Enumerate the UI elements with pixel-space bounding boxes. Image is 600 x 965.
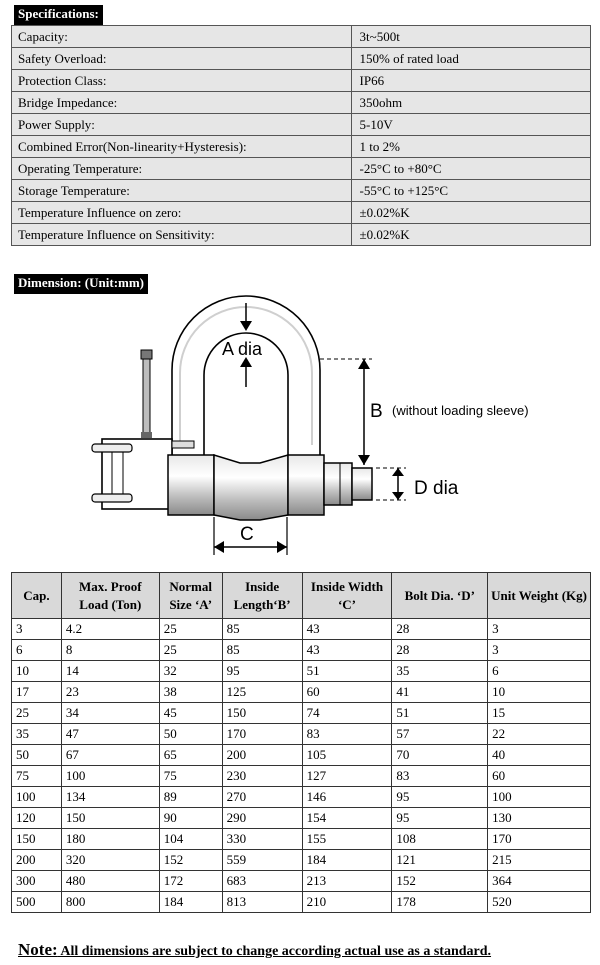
dimension-cell: 32 (159, 661, 222, 682)
dimension-cell: 23 (61, 682, 159, 703)
dimension-row (12, 640, 591, 661)
dimension-cell: 10 (488, 682, 591, 703)
dimension-heading: Dimension: (Unit:mm) (14, 274, 148, 294)
dimension-row (12, 808, 591, 829)
dimension-cell: 104 (159, 829, 222, 850)
dimension-cell: 108 (392, 829, 488, 850)
spec-label: Protection Class: (12, 70, 352, 92)
dimension-row (12, 892, 591, 913)
dimension-row (12, 661, 591, 682)
dimension-cell: 172 (159, 871, 222, 892)
dimension-cell: 100 (488, 787, 591, 808)
dimension-cell: 320 (61, 850, 159, 871)
dimension-cell: 3 (488, 640, 591, 661)
dimension-header-cell: Unit Weight (Kg) (488, 573, 591, 619)
dimension-cell: 50 (12, 745, 62, 766)
spec-value: 150% of rated load (351, 48, 590, 70)
note-label: Note: (18, 940, 58, 959)
dimension-d (376, 468, 459, 500)
note (18, 940, 491, 960)
dimension-cell: 74 (302, 703, 392, 724)
dimension-cell: 520 (488, 892, 591, 913)
dimension-cell: 150 (222, 703, 302, 724)
dimension-row (12, 787, 591, 808)
spec-value: 1 to 2% (351, 136, 590, 158)
dimension-cell: 120 (12, 808, 62, 829)
dimension-cell: 213 (302, 871, 392, 892)
dimension-cell: 40 (488, 745, 591, 766)
dimension-cell: 150 (61, 808, 159, 829)
dimension-cell: 83 (392, 766, 488, 787)
dimension-cell: 152 (159, 850, 222, 871)
dimension-cell: 170 (488, 829, 591, 850)
dimension-cell: 47 (61, 724, 159, 745)
dimension-cell: 121 (392, 850, 488, 871)
dimension-cell: 127 (302, 766, 392, 787)
note-text: All dimensions are subject to change according actual use as a standard. (57, 944, 492, 959)
dimension-cell: 155 (302, 829, 392, 850)
dimension-row (12, 745, 591, 766)
dimension-cell: 45 (159, 703, 222, 724)
specifications-heading: Specifications: (14, 5, 103, 25)
dimension-cell: 270 (222, 787, 302, 808)
dimension-cell: 4.2 (61, 619, 159, 640)
dimension-b-label: B (370, 401, 383, 422)
dimension-header-cell: Max. Proof Load (Ton) (61, 573, 159, 619)
dimension-cell: 800 (61, 892, 159, 913)
dimension-cell: 75 (12, 766, 62, 787)
dimension-cell: 22 (488, 724, 591, 745)
dimension-cell: 67 (61, 745, 159, 766)
dimension-cell: 230 (222, 766, 302, 787)
dimension-cell: 200 (12, 850, 62, 871)
dimension-cell: 300 (12, 871, 62, 892)
dimension-cell: 3 (12, 619, 62, 640)
dimension-cell: 35 (392, 661, 488, 682)
dimension-cell: 70 (392, 745, 488, 766)
spec-label: Bridge Impedance: (12, 92, 352, 114)
dimension-cell: 43 (302, 619, 392, 640)
spec-row (12, 70, 591, 92)
dimension-cell: 95 (222, 661, 302, 682)
dimension-row (12, 871, 591, 892)
spec-row (12, 136, 591, 158)
spec-row (12, 48, 591, 70)
dimension-header-cell: Inside Width ‘C’ (302, 573, 392, 619)
dimension-cell: 105 (302, 745, 392, 766)
dimension-cell: 215 (488, 850, 591, 871)
spec-label: Temperature Influence on Sensitivity: (12, 224, 352, 246)
dimension-cell: 60 (302, 682, 392, 703)
dimension-cell: 75 (159, 766, 222, 787)
dimension-cell: 6 (12, 640, 62, 661)
dimension-cell: 38 (159, 682, 222, 703)
spec-value: -25°C to +80°C (351, 158, 590, 180)
dimension-cell: 95 (392, 808, 488, 829)
dimension-cell: 65 (159, 745, 222, 766)
dimension-a-label: A dia (222, 339, 263, 359)
spec-label: Operating Temperature: (12, 158, 352, 180)
dimension-cell: 178 (392, 892, 488, 913)
dimension-table (11, 572, 591, 913)
spec-value: ±0.02%K (351, 202, 590, 224)
dimension-row (12, 829, 591, 850)
spec-label: Temperature Influence on zero: (12, 202, 352, 224)
dimension-header-cell: Normal Size ‘A’ (159, 573, 222, 619)
dimension-cell: 210 (302, 892, 392, 913)
dimension-cell: 3 (488, 619, 591, 640)
shackle-dimension-diagram (0, 295, 600, 570)
dimension-cell: 170 (222, 724, 302, 745)
spec-row (12, 92, 591, 114)
dimension-d-label: D dia (414, 478, 459, 499)
dimension-cell: 154 (302, 808, 392, 829)
dimension-cell: 500 (12, 892, 62, 913)
spec-row (12, 202, 591, 224)
dimension-cell: 813 (222, 892, 302, 913)
dimension-cell: 85 (222, 640, 302, 661)
dimension-cell: 25 (12, 703, 62, 724)
dimension-cell: 134 (61, 787, 159, 808)
dimension-b-note: (without loading sleeve) (392, 403, 529, 418)
dimension-cell: 10 (12, 661, 62, 682)
dimension-row (12, 724, 591, 745)
dimension-cell: 100 (12, 787, 62, 808)
dimension-cell: 130 (488, 808, 591, 829)
dimension-cell: 480 (61, 871, 159, 892)
dimension-cell: 51 (392, 703, 488, 724)
dimension-cell: 290 (222, 808, 302, 829)
dimension-header-cell: Inside Length‘B’ (222, 573, 302, 619)
dimension-cell: 184 (302, 850, 392, 871)
dimension-cell: 330 (222, 829, 302, 850)
spec-label: Safety Overload: (12, 48, 352, 70)
dimension-c (214, 517, 287, 555)
spec-value: IP66 (351, 70, 590, 92)
dimension-b (320, 359, 529, 465)
spec-row (12, 158, 591, 180)
dimension-header-cell: Bolt Dia. ‘D’ (392, 573, 488, 619)
dimension-cell: 17 (12, 682, 62, 703)
dimension-cell: 8 (61, 640, 159, 661)
specifications-table (11, 25, 591, 246)
dimension-cell: 60 (488, 766, 591, 787)
dimension-cell: 152 (392, 871, 488, 892)
spec-row (12, 224, 591, 246)
dimension-row (12, 682, 591, 703)
spec-row (12, 26, 591, 48)
dimension-cell: 50 (159, 724, 222, 745)
dimension-cell: 125 (222, 682, 302, 703)
dimension-cell: 41 (392, 682, 488, 703)
spec-label: Combined Error(Non-linearity+Hysteresis): (12, 136, 352, 158)
dimension-cell: 57 (392, 724, 488, 745)
dimension-cell: 51 (302, 661, 392, 682)
dimension-cell: 150 (12, 829, 62, 850)
spec-value: -55°C to +125°C (351, 180, 590, 202)
dimension-cell: 34 (61, 703, 159, 724)
dimension-cell: 184 (159, 892, 222, 913)
dimension-row (12, 703, 591, 724)
dimension-cell: 83 (302, 724, 392, 745)
dimension-cell: 35 (12, 724, 62, 745)
cable-antenna (141, 350, 152, 438)
dimension-header-row (12, 573, 591, 619)
dimension-cell: 85 (222, 619, 302, 640)
dimension-c-label: C (240, 524, 254, 545)
spec-value: ±0.02%K (351, 224, 590, 246)
dimension-cell: 559 (222, 850, 302, 871)
dimension-cell: 15 (488, 703, 591, 724)
dimension-header-cell: Cap. (12, 573, 62, 619)
dimension-cell: 6 (488, 661, 591, 682)
spec-value: 3t~500t (351, 26, 590, 48)
dimension-cell: 14 (61, 661, 159, 682)
spec-label: Power Supply: (12, 114, 352, 136)
spec-value: 5-10V (351, 114, 590, 136)
spec-row (12, 114, 591, 136)
dimension-row (12, 619, 591, 640)
dimension-cell: 180 (61, 829, 159, 850)
dimension-cell: 100 (61, 766, 159, 787)
load-pin (168, 455, 372, 520)
dimension-row (12, 850, 591, 871)
dimension-cell: 364 (488, 871, 591, 892)
dimension-cell: 683 (222, 871, 302, 892)
spec-label: Capacity: (12, 26, 352, 48)
dimension-cell: 200 (222, 745, 302, 766)
dimension-cell: 28 (392, 640, 488, 661)
dimension-cell: 89 (159, 787, 222, 808)
dimension-cell: 25 (159, 619, 222, 640)
dimension-cell: 90 (159, 808, 222, 829)
dimension-cell: 146 (302, 787, 392, 808)
spec-row (12, 180, 591, 202)
dimension-row (12, 766, 591, 787)
dimension-cell: 95 (392, 787, 488, 808)
dimension-cell: 28 (392, 619, 488, 640)
spec-label: Storage Temperature: (12, 180, 352, 202)
dimension-cell: 25 (159, 640, 222, 661)
spec-value: 350ohm (351, 92, 590, 114)
dimension-cell: 43 (302, 640, 392, 661)
